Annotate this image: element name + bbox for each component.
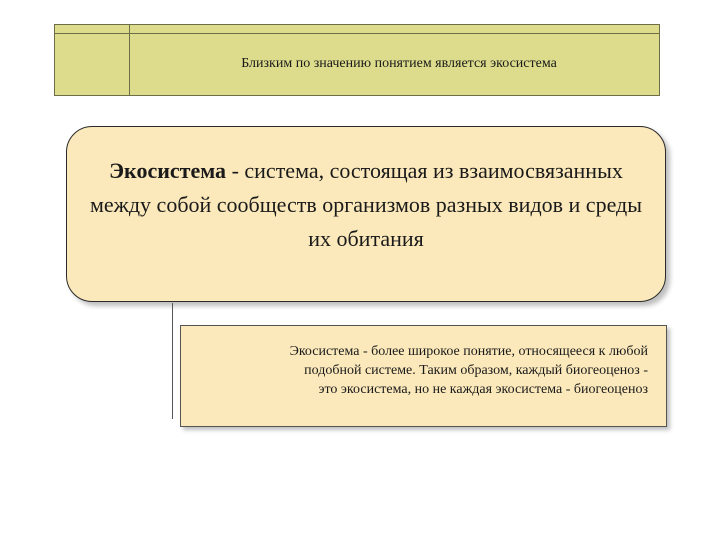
note-line: это экосистема, но не каждая экосистема - биогеоценоз: [318, 382, 648, 397]
note-line: подобной системе. Таким образом, каждый биогеоценоз -: [304, 363, 648, 378]
connector-line: [172, 303, 173, 419]
definition-term: Экосистема: [109, 158, 227, 183]
header-text: Близким по значению понятием является экосистема: [241, 56, 557, 71]
note-text: [181, 342, 648, 399]
definition-text: [86, 154, 646, 256]
note-box: [180, 325, 667, 427]
header-table: [54, 24, 660, 96]
note-line: Экосистема - более широкое понятие, относящееся к любой: [289, 344, 648, 359]
definition-body: - система, состоящая из взаимосвязанных между собой сообществ организмов разных видов и среды их обитания: [89, 158, 643, 251]
definition-box: [66, 126, 666, 302]
